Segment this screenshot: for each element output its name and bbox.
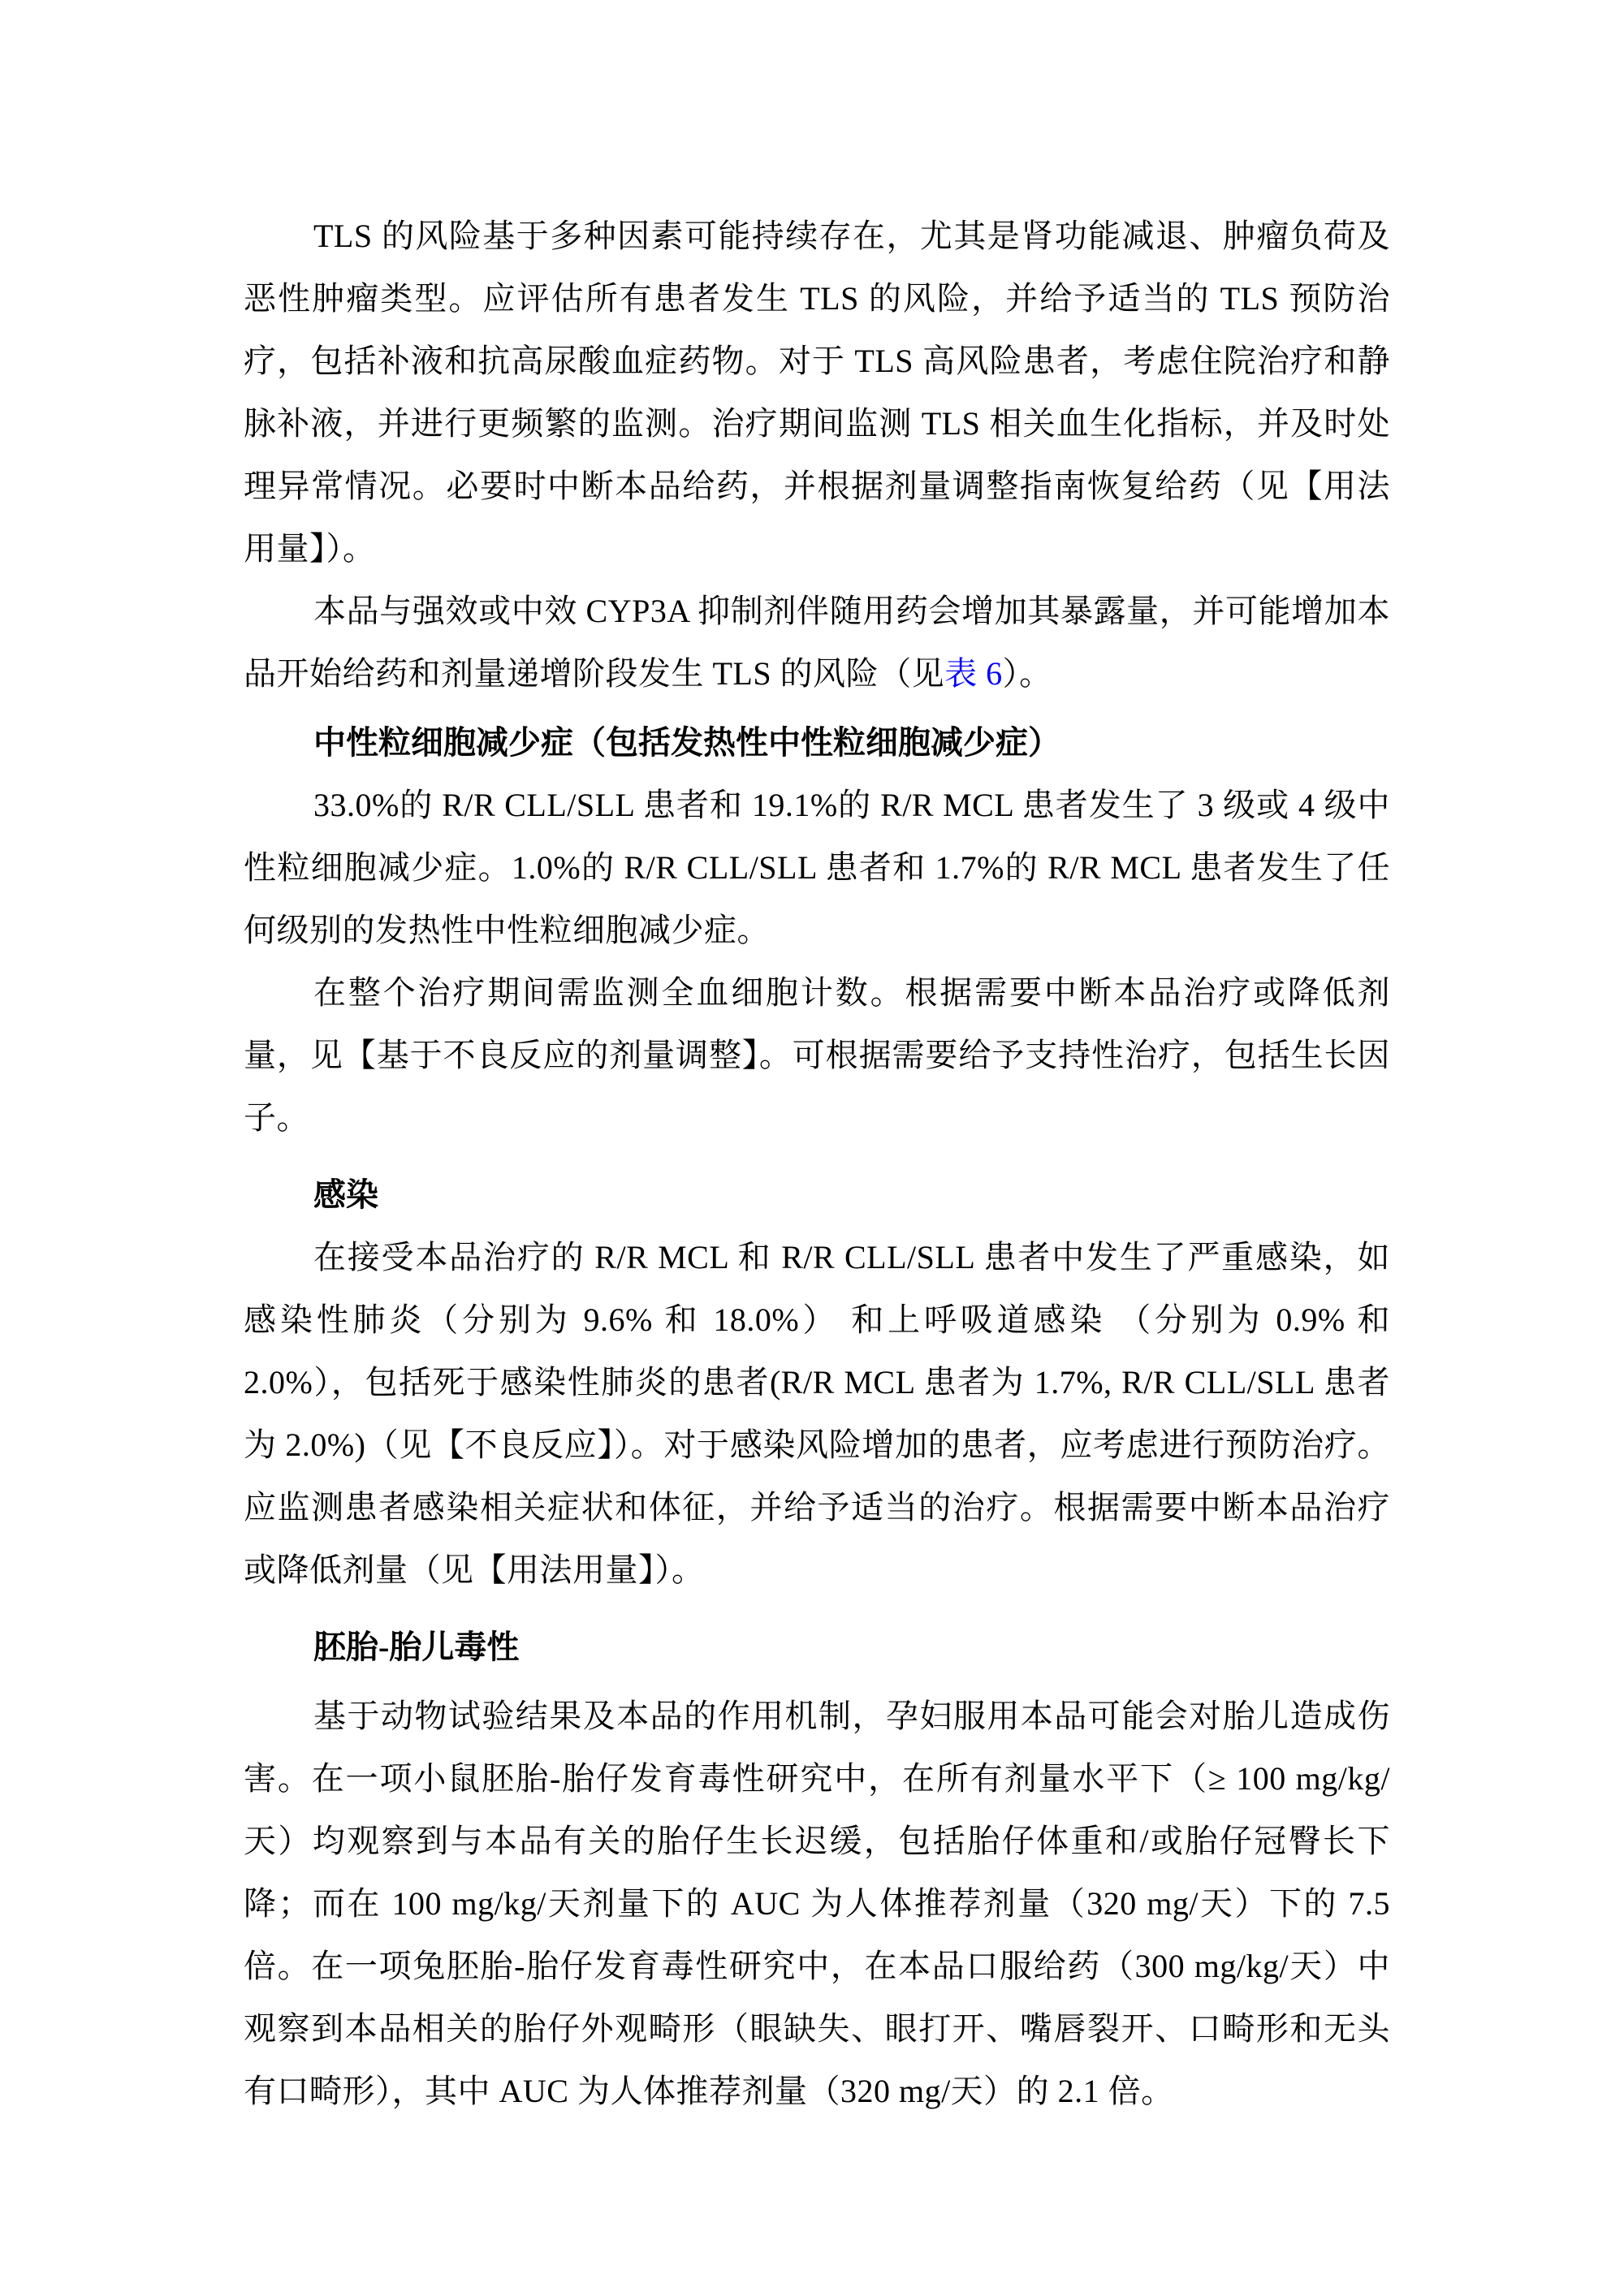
cyp3a-text-before: 本品与强效或中效 CYP3A 抑制剂伴随用药会增加其暴露量，并可能增加本品开始给药和剂量递增阶段发生 TLS 的风险（见 [244,593,1390,692]
neutropenia-heading: 中性粒细胞减少症（包括发热性中性粒细胞减少症） [313,724,1060,761]
tls-risk-paragraph: TLS 的风险基于多种因素可能持续存在，尤其是肾功能减退、肿瘤负荷及恶性肿瘤类型。应评估所有患者发生 TLS 的风险，并给予适当的 TLS 预防治疗，包括补液和抗高尿酸血症药物。对于 TLS 高风险患者，考虑住院治疗和静脉补液，并进行更频繁的监测。治疗期间监测 TLS 相关血生化指标，并及时处理异常情况。必要时中断本品给药，并根据剂量调整指南恢复给药（见【用法用量】）。 [244,218,1390,567]
cyp3a-paragraph [244,580,1390,705]
document-page [244,205,1390,2122]
neutropenia-incidence-paragraph: 33.0%的 R/R CLL/SLL 患者和 19.1%的 R/R MCL 患者发生了 3 级或 4 级中性粒细胞减少症。1.0%的 R/R CLL/SLL 患者和 1.7%的 R/R MCL 患者发生了任何级别的发热性中性粒细胞减少症。 [244,787,1390,948]
infection-heading: 感染 [313,1176,378,1213]
table-6-link[interactable]: 表 6 [944,655,1003,692]
neutropenia-monitoring-paragraph: 在整个治疗期间需监测全血细胞计数。根据需要中断本品治疗或降低剂量，见【基于不良反应的剂量调整】。可根据需要给予支持性治疗，包括生长因子。 [244,974,1390,1136]
infection-paragraph: 在接受本品治疗的 R/R MCL 和 R/R CLL/SLL 患者中发生了严重感染，如感染性肺炎（分别为 9.6% 和 18.0%） 和上呼吸道感染 （分别为 0.9% 和 2.0%），包括死于感染性肺炎的患者(R/R MCL 患者为 1.7%, R/R CLL/SLL 患者为 2.0%)（见【不良反应】）。对于感染风险增加的患者，应考虑进行预防治疗。应监测患者感染相关症状和体征，并给予适当的治疗。根据需要中断本品治疗或降低剂量（见【用法用量】）。 [244,1239,1390,1588]
embryo-fetal-paragraph: 基于动物试验结果及本品的作用机制，孕妇服用本品可能会对胎儿造成伤害。在一项小鼠胚胎-胎仔发育毒性研究中，在所有剂量水平下（≥ 100 mg/kg/天）均观察到与本品有关的胎仔生长迟缓，包括胎仔体重和/或胎仔冠臀长下降；而在 100 mg/kg/天剂量下的 AUC 为人体推荐剂量（320 mg/天）下的 7.5 倍。在一项兔胚胎-胎仔发育毒性研究中，在本品口服给药（300 mg/kg/天）中观察到本品相关的胎仔外观畸形（眼缺失、眼打开、嘴唇裂开、口畸形和无头有口畸形），其中 AUC 为人体推荐剂量（320 mg/天）的 2.1 倍。 [244,1698,1390,2109]
cyp3a-text-after: ）。 [1002,655,1052,692]
embryo-fetal-heading: 胚胎-胎儿毒性 [313,1629,520,1665]
